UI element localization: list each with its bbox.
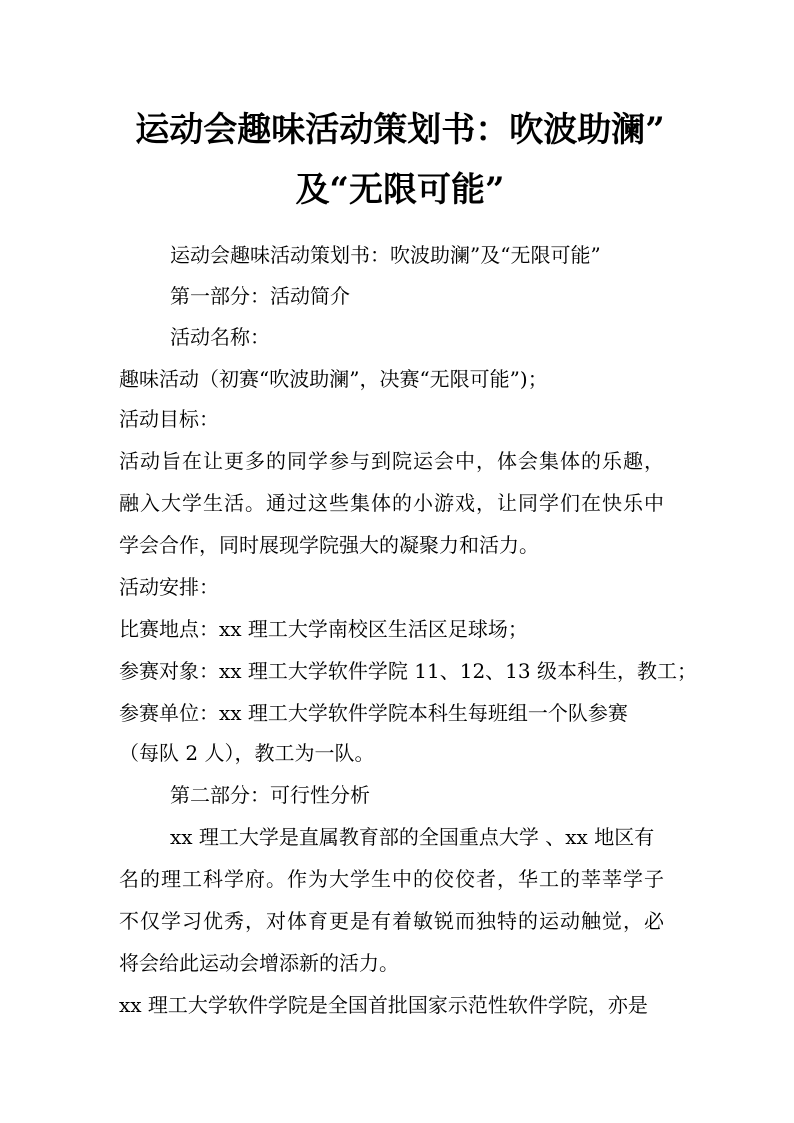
activity-arrangement-label: 活动安排： (119, 575, 219, 599)
activity-name-label: 活动名称： (170, 325, 270, 349)
teams-line-2: （每队 2 人），教工为一队。 (119, 741, 375, 765)
activity-goal-text-2: 融入大学生活。通过这些集体的小游戏，让同学们在快乐中 (119, 491, 665, 515)
participants-line: 参赛对象：xx 理工大学软件学院 11、12、13 级本科生，教工； (119, 659, 697, 683)
section-one-heading: 第一部分：活动简介 (170, 284, 350, 308)
feasibility-text-3: 不仅学习优秀，对体育更是有着敏锐而独特的运动触觉，必 (119, 909, 665, 933)
teams-line-1: 参赛单位：xx 理工大学软件学院本科生每班组一个队参赛 (119, 701, 628, 725)
feasibility-text-1: xx 理工大学是直属教育部的全国重点大学 、xx 地区有 (170, 825, 655, 849)
document-title-line-2: 及“无限可能” (295, 170, 505, 210)
section-two-heading: 第二部分：可行性分析 (170, 783, 370, 807)
activity-name-value: 趣味活动（初赛“吹波助澜”，决赛“无限可能”)； (119, 367, 548, 391)
activity-goal-label: 活动目标： (119, 407, 219, 431)
intro-heading: 运动会趣味活动策划书：吹波助澜”及“无限可能” (170, 243, 601, 267)
activity-goal-text-3: 学会合作，同时展现学院强大的凝聚力和活力。 (119, 533, 539, 557)
activity-goal-text-1: 活动旨在让更多的同学参与到院运会中，体会集体的乐趣， (119, 449, 665, 473)
feasibility-text-4: 将会给此运动会增添新的活力。 (119, 951, 399, 975)
document-title-line-1: 运动会趣味活动策划书：吹波助澜” (135, 110, 665, 150)
feasibility-text-5: xx 理工大学软件学院是全国首批国家示范性软件学院，亦是 (119, 993, 648, 1017)
feasibility-text-2: 名的理工科学府。作为大学生中的佼佼者，华工的莘莘学子 (119, 867, 665, 891)
match-location-line: 比赛地点：xx 理工大学南校区生活区足球场； (119, 617, 528, 641)
